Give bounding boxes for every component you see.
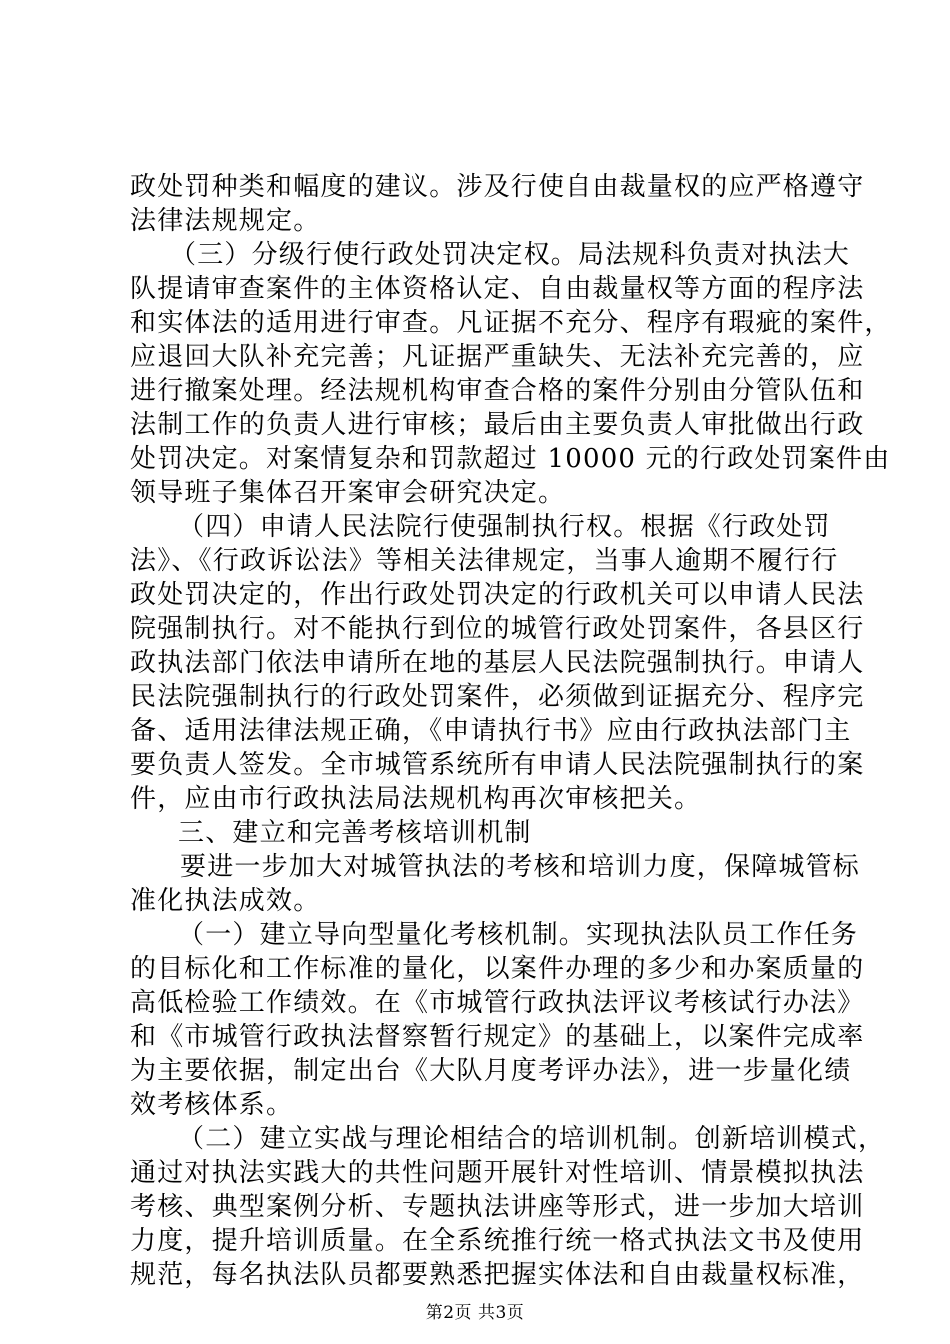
- paragraph-line: 法律法规规定。: [130, 206, 321, 236]
- paragraph-line: （三）分级行使行政处罚决定权。局法规科负责对执法大: [170, 240, 851, 270]
- paragraph-line: 院强制执行。对不能执行到位的城管行政处罚案件，各县区行: [130, 614, 865, 644]
- paragraph-line: （四）申请人民法院行使强制执行权。根据《行政处罚: [178, 512, 831, 542]
- paragraph-line: 法制工作的负责人进行审核；最后由主要负责人审批做出行政: [130, 410, 865, 440]
- paragraph-line: 应退回大队补充完善；凡证据严重缺失、无法补充完善的，应: [130, 342, 865, 372]
- paragraph-line: 民法院强制执行的行政处罚案件，必须做到证据充分、程序完: [130, 682, 865, 712]
- paragraph-line: 件，应由市行政执法局法规机构再次审核把关。: [130, 784, 702, 814]
- paragraph-line: 考核、典型案例分析、专题执法讲座等形式，进一步加大培训: [130, 1192, 865, 1222]
- paragraph-line: 处罚决定。对案情复杂和罚款超过 10000 元的行政处罚案件由: [130, 444, 891, 474]
- paragraph-line: 效考核体系。: [130, 1090, 294, 1120]
- paragraph-line: 法》、《行政诉讼法》等相关法律规定，当事人逾期不履行行: [130, 546, 839, 576]
- paragraph-line: 政执法部门依法申请所在地的基层人民法院强制执行。申请人: [130, 648, 865, 678]
- section-heading: 三、建立和完善考核培训机制: [178, 818, 532, 848]
- paragraph-line: （一）建立导向型量化考核机制。实现执法队员工作任务: [178, 920, 859, 950]
- paragraph-line: 的目标化和工作标准的量化，以案件办理的多少和办案质量的: [130, 954, 865, 984]
- paragraph-line: 高低检验工作绩效。在《市城管行政执法评议考核试行办法》: [130, 988, 865, 1018]
- paragraph-line: 通过对执法实践大的共性问题开展针对性培训、情景模拟执法: [130, 1158, 865, 1188]
- paragraph-line: 领导班子集体召开案审会研究决定。: [130, 478, 566, 508]
- paragraph-line: 和实体法的适用进行审查。凡证据不充分、程序有瑕疵的案件，: [130, 308, 892, 338]
- paragraph-line: 进行撤案处理。经法规机构审查合格的案件分别由分管队伍和: [130, 376, 865, 406]
- paragraph-line: 要负责人签发。全市城管系统所有申请人民法院强制执行的案: [130, 750, 865, 780]
- paragraph-line: 力度，提升培训质量。在全系统推行统一格式执法文书及使用: [130, 1226, 865, 1256]
- page-footer: 第2页 共3页: [425, 1303, 525, 1323]
- paragraph-line: 政处罚决定的，作出行政处罚决定的行政机关可以申请人民法: [130, 580, 865, 610]
- paragraph-line: 政处罚种类和幅度的建议。涉及行使自由裁量权的应严格遵守: [130, 172, 865, 202]
- paragraph-line: 备、适用法律法规正确，《申请执行书》应由行政执法部门主: [130, 716, 852, 746]
- paragraph-line: 为主要依据，制定出台《大队月度考评办法》，进一步量化绩: [130, 1056, 852, 1086]
- paragraph-line: 和《市城管行政执法督察暂行规定》的基础上，以案件完成率: [130, 1022, 865, 1052]
- paragraph-line: 要进一步加大对城管执法的考核和培训力度，保障城管标: [180, 852, 861, 882]
- paragraph-line: （二）建立实战与理论相结合的培训机制。创新培训模式，: [178, 1124, 886, 1154]
- paragraph-line: 队提请审查案件的主体资格认定、自由裁量权等方面的程序法: [130, 274, 865, 304]
- paragraph-line: 准化执法成效。: [130, 886, 321, 916]
- paragraph-line: 规范，每名执法队员都要熟悉把握实体法和自由裁量权标准，: [130, 1260, 865, 1290]
